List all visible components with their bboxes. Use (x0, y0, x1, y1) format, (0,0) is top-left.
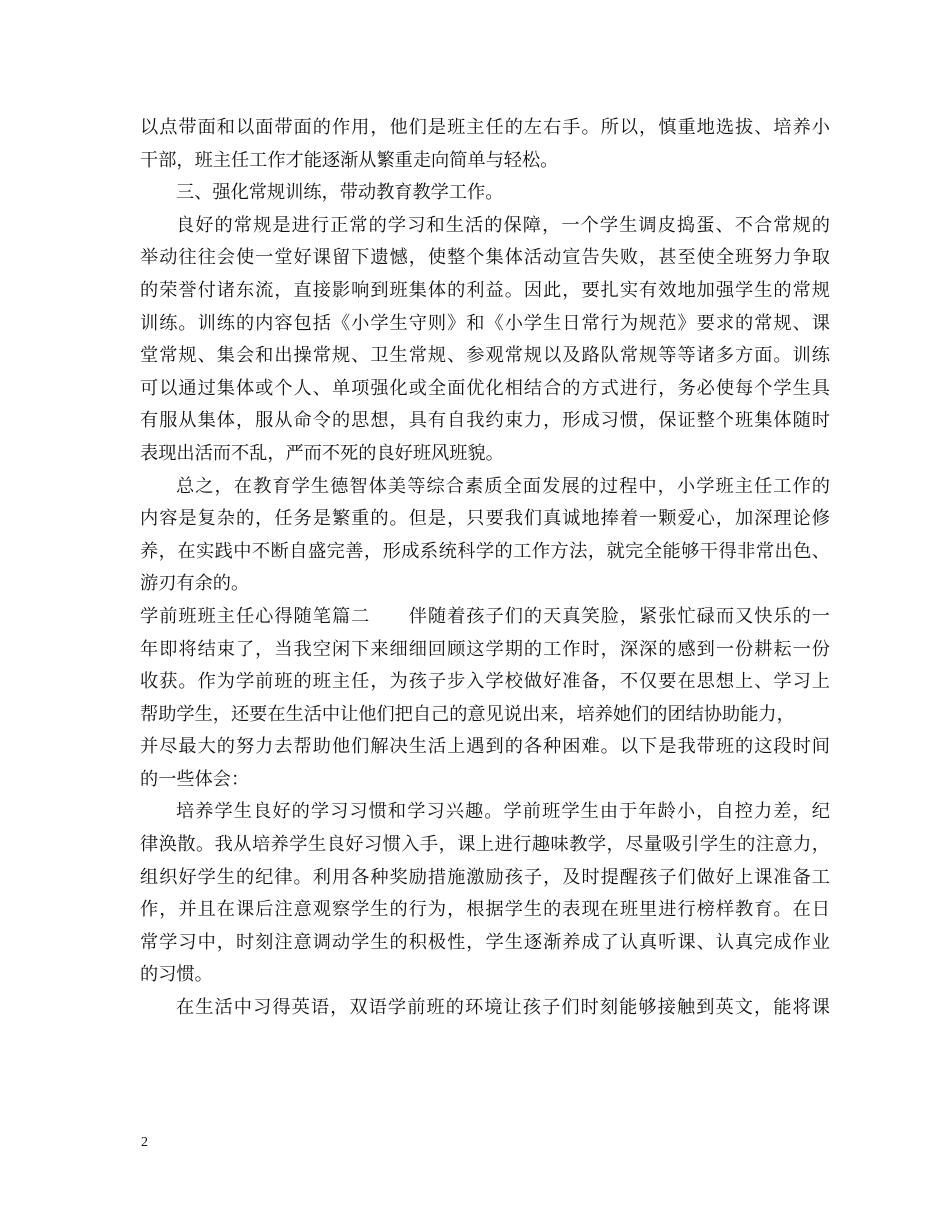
text-line: 的习惯。 (140, 964, 213, 986)
text-line: 的一些体会： (140, 768, 250, 790)
text-line: 在生活中习得英语，双语学前班的环境让孩子们时刻能够接触到英文，能将课 (176, 997, 830, 1019)
text-line: 并尽最大的努力去帮助他们解决生活上遇到的各种困难。以下是我带班的这段时间 (140, 736, 830, 758)
text-line: 有服从集体，服从命令的思想，具有自我约束力，形成习惯，保证整个班集体随时 (140, 410, 830, 432)
text-line: 良好的常规是进行正常的学习和生活的保障，一个学生调皮捣蛋、不合常规的 (176, 214, 830, 236)
text-line: 堂常规、集会和出操常规、卫生常规、参观常规以及路队常规等等诸多方面。训练 (140, 345, 830, 367)
section-heading: 三、强化常规训练，带动教育教学工作。 (176, 182, 504, 204)
body-text (140, 112, 830, 1025)
text-line: 收获。作为学前班的班主任，为孩子步入学校做好准备，不仅要在思想上、学习上 (140, 671, 830, 693)
text-line: 总之，在教育学生德智体美等综合素质全面发展的过程中，小学班主任工作的 (176, 475, 830, 497)
article-title-line: 学前班班主任心得随笔篇二 伴随着孩子们的天真笑脸，紧张忙碌而又快乐的一 (140, 605, 830, 627)
text-line: 游刃有余的。 (140, 573, 250, 595)
text-line: 以点带面和以面带面的作用，他们是班主任的左右手。所以，慎重地选拔、培养小 (140, 117, 830, 138)
text-line: 干部，班主任工作才能逐渐从繁重走向简单与轻松。 (140, 149, 559, 171)
text-line: 帮助学生，还要在生活中让他们把自己的意见说出来，培养她们的团结协助能力， (140, 703, 795, 725)
text-line: 表现出活而不乱，严而不死的良好班风班貌。 (140, 442, 504, 464)
text-line: 可以通过集体或个人、单项强化或全面优化相结合的方式进行，务必使每个学生具 (140, 377, 830, 399)
text-line: 年即将结束了，当我空闲下来细细回顾这学期的工作时，深深的感到一份耕耘一份 (140, 638, 830, 660)
text-line: 组织好学生的纪律。利用各种奖励措施激励孩子，及时提醒孩子们做好上课准备工 (140, 866, 830, 888)
text-line: 内容是复杂的，任务是繁重的。但是，只要我们真诚地捧着一颗爱心，加深理论修 (140, 508, 830, 530)
text-line: 训练。训练的内容包括《小学生守则》和《小学生日常行为规范》要求的常规、课 (140, 312, 830, 334)
text-line: 常学习中，时刻注意调动学生的积极性，学生逐渐养成了认真听课、认真完成作业 (140, 931, 830, 953)
text-line: 作，并且在课后注意观察学生的行为，根据学生的表现在班里进行榜样教育。在日 (140, 899, 830, 921)
text-line: 律涣散。我从培养学生良好习惯入手，课上进行趣味教学，尽量吸引学生的注意力， (140, 834, 830, 856)
page-number: 2 (141, 1135, 148, 1150)
text-line: 的荣誉付诸东流，直接影响到班集体的利益。因此，要扎实有效地加强学生的常规 (140, 279, 830, 301)
text-line: 举动往往会使一堂好课留下遗憾，使整个集体活动宣告失败，甚至使全班努力争取 (140, 247, 830, 269)
text-line: 培养学生良好的学习习惯和学习兴趣。学前班学生由于年龄小，自控力差，纪 (176, 801, 830, 823)
text-line: 养，在实践中不断自盛完善，形成系统科学的工作方法，就完全能够干得非常出色、 (140, 540, 830, 562)
